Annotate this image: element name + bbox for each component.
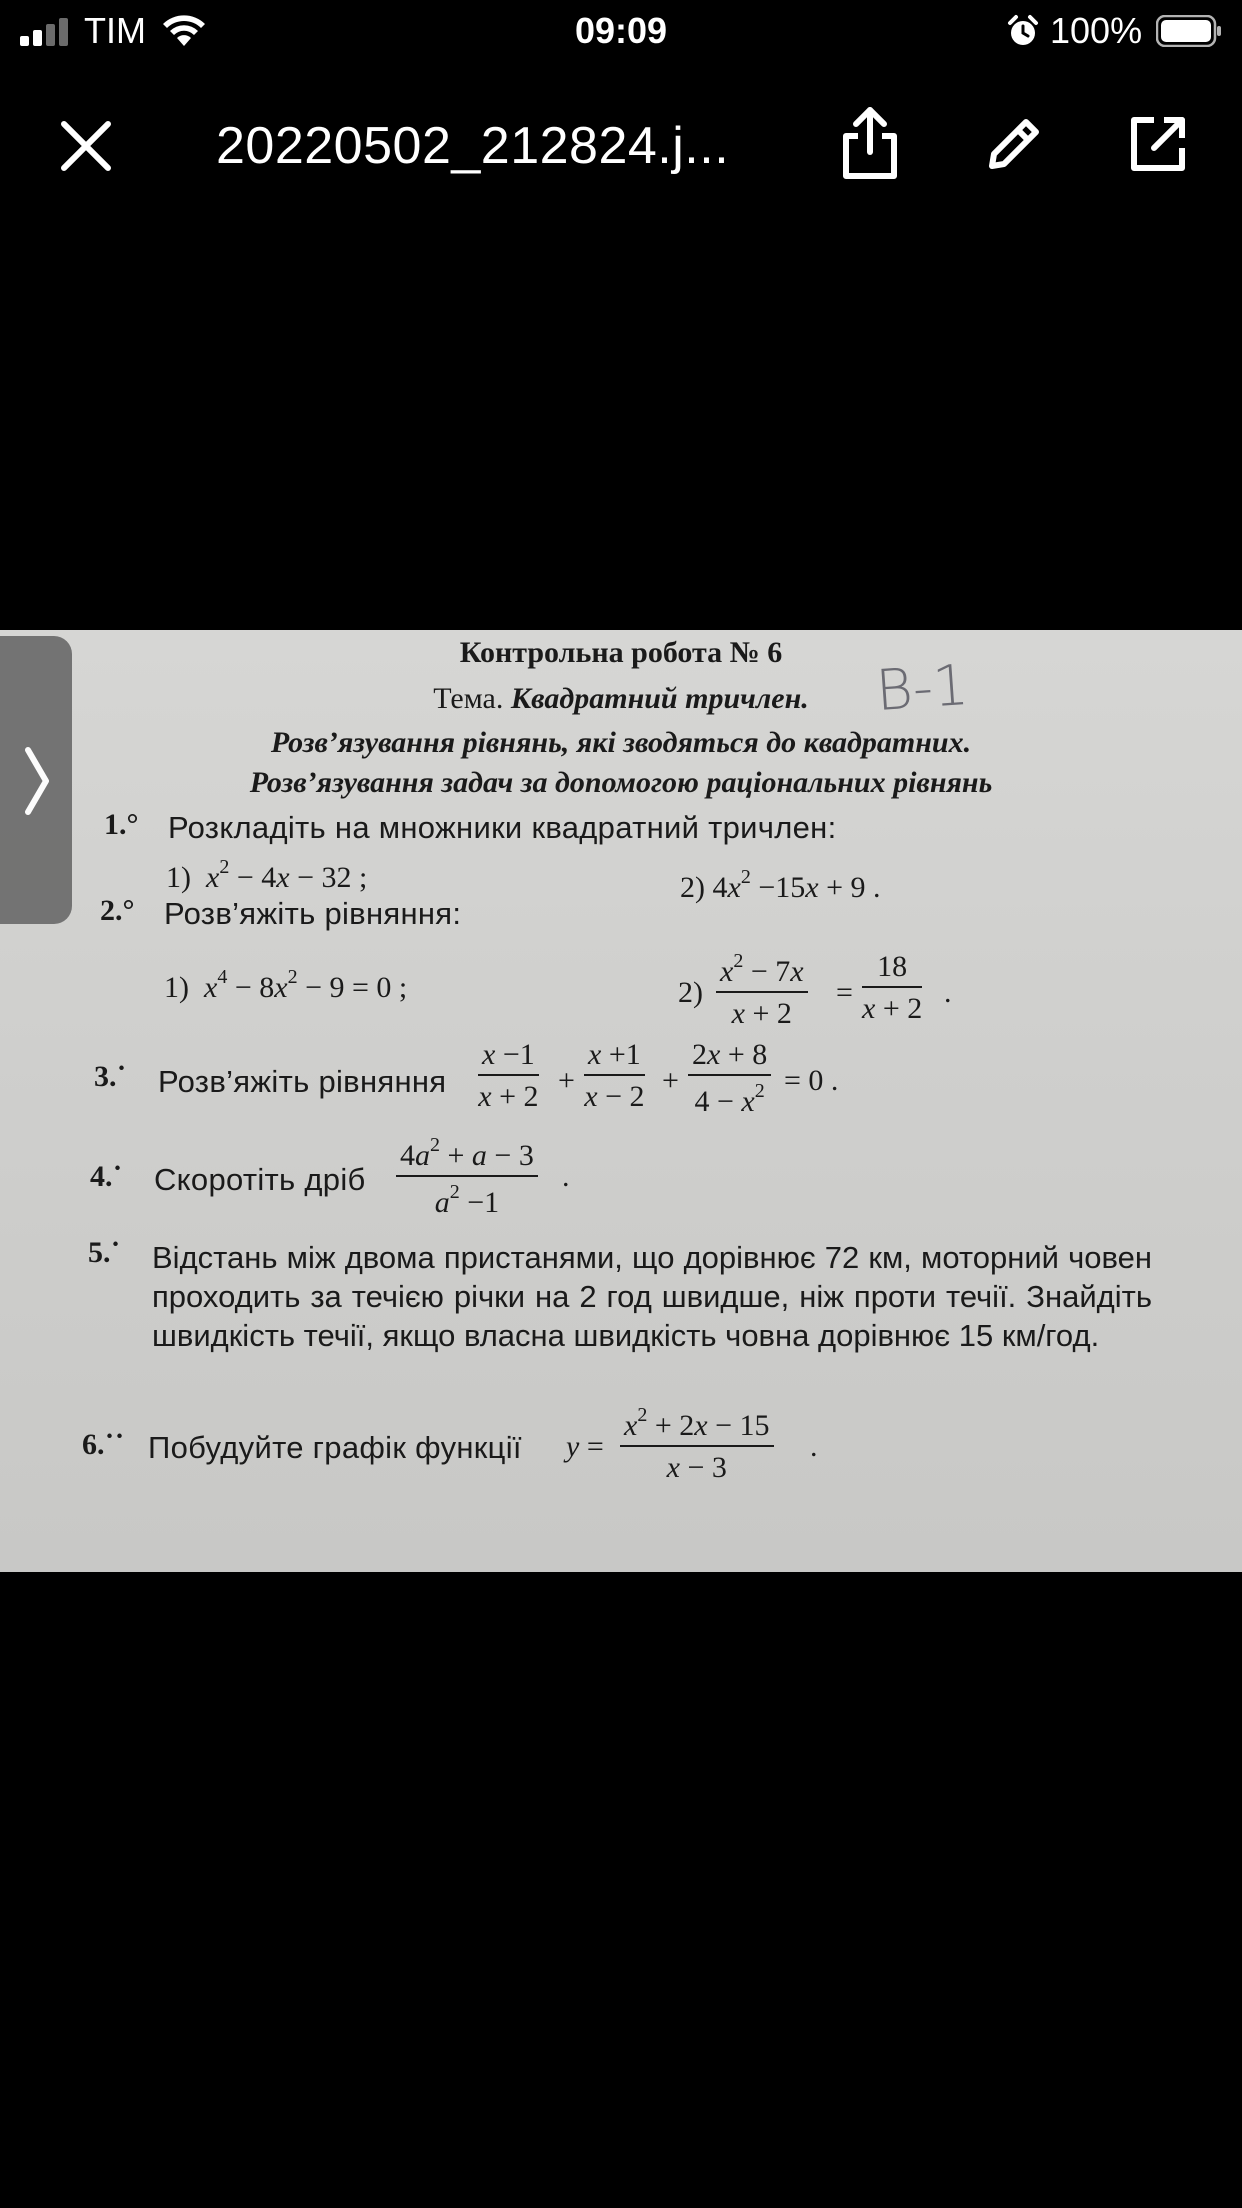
alarm-icon xyxy=(1006,14,1040,48)
clock: 09:09 xyxy=(574,10,668,51)
task-1-text: Розкладіть на множники квадратний тричлен: xyxy=(168,810,837,845)
task-4-text: Скоротіть дріб xyxy=(154,1162,366,1197)
pencil-icon[interactable] xyxy=(984,114,1044,174)
plus-sign: + xyxy=(662,1064,679,1097)
side-panel-tab[interactable] xyxy=(0,636,72,924)
close-icon[interactable] xyxy=(56,116,116,176)
task-1-part-2-label: 2) xyxy=(680,871,705,904)
equals-sign: = xyxy=(836,976,853,1009)
task-4-number: 4.˙ xyxy=(90,1160,123,1193)
task-3-rhs: = 0 . xyxy=(784,1064,839,1097)
document-title: Контрольна робота № 6 xyxy=(459,636,783,669)
task-2-text: Розв’яжіть рівняння: xyxy=(164,896,462,931)
battery-percent: 100% xyxy=(1050,10,1143,51)
task-6-text: Побудуйте графік функції xyxy=(148,1430,522,1465)
plus-sign: + xyxy=(558,1064,575,1097)
task-3-number: 3.˙ xyxy=(94,1060,127,1093)
period: . xyxy=(944,976,952,1009)
document-subtitle-1: Розв’язування рівнянь, які зводяться до квадратних. xyxy=(270,726,972,759)
task-1-number: 1.° xyxy=(104,808,139,841)
carrier-name: TIM xyxy=(84,10,146,51)
external-link-icon[interactable] xyxy=(1128,114,1188,174)
share-icon[interactable] xyxy=(840,106,900,180)
file-name-title: 20220502_212824.j... xyxy=(216,117,730,175)
battery-icon xyxy=(1156,15,1222,47)
task-2-part-1: 1) $x^4 - 8x^2 - 9 = 0$ ; xyxy=(164,966,408,1004)
topic-label: Тема. xyxy=(433,682,504,715)
task-4-fraction: $\frac{4a^2 + a - 3}{a^2 -1}$ xyxy=(396,1134,538,1220)
variant-handwritten: В-1 xyxy=(873,652,971,725)
task-3-fraction-1: $\frac{x -1}{x + 2}$ xyxy=(478,1038,539,1113)
topic-name: Квадратний тричлен. xyxy=(510,682,809,715)
task-5-number: 5.˙ xyxy=(88,1236,121,1269)
task-6-number: 6.˙˙ xyxy=(82,1428,125,1461)
task-1-part-1-label: 1) xyxy=(166,861,191,894)
task-2-part-2-label: 2) xyxy=(678,976,703,1009)
task-2-number: 2.° xyxy=(100,894,135,927)
document-photo[interactable] xyxy=(0,630,1242,1572)
task-6-fraction: $\frac{x^2 + 2x - 15}{x - 3}$ xyxy=(620,1404,774,1485)
task-3-fraction-3: $\frac{2x + 8}{4 - x^2}$ xyxy=(688,1038,771,1119)
task-5-text: Відстань між двома пристанями, що дорівнює 72 км, моторний човен проходить за течією річки на 2 год швидше, ніж проти течії. Знайдіть швидкість течії, якщо власна швидкість човна дорівнює 15 км/год. xyxy=(152,1240,1152,1353)
task-6-function-lhs: y = xyxy=(566,1430,604,1463)
task-1-part-2: 2) $4x^2 -15x + 9$ . xyxy=(680,866,881,904)
top-nav-bar xyxy=(0,80,1242,210)
task-3-fraction-2: $\frac{x +1}{x - 2}$ xyxy=(584,1038,645,1113)
chevron-right-icon xyxy=(22,746,52,816)
document-topic xyxy=(0,682,1242,716)
task-2-part-1-label: 1) xyxy=(164,971,189,1004)
status-bar xyxy=(0,0,1242,62)
task-2-fraction-right: $\frac{18}{x + 2}$ xyxy=(862,950,923,1025)
document-subtitle-2: Розв’язування задач за допомогою раціональних рівнянь xyxy=(249,766,993,799)
task-2-fraction-left: $\frac{x^2 - 7x}{x + 2}$ xyxy=(716,950,808,1031)
period: . xyxy=(810,1430,818,1463)
period: . xyxy=(562,1160,570,1193)
task-3-text: Розв’яжіть рівняння xyxy=(158,1064,447,1099)
task-1-part-1: 1) $x^2 - 4x - 32$ ; xyxy=(166,856,368,894)
